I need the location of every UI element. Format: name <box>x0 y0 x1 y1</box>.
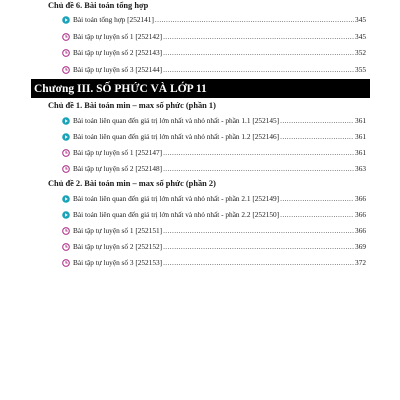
toc-entry[interactable] <box>62 47 366 58</box>
play-circle-icon <box>62 211 70 219</box>
entry-page: 361 <box>355 148 366 157</box>
toc-entry[interactable] <box>62 241 366 252</box>
toc-entry[interactable] <box>62 115 366 126</box>
entry-page: 361 <box>355 116 366 125</box>
entry-page: 366 <box>355 226 366 235</box>
entry-label: Bài tập tự luyện số 1 [252151] <box>73 226 163 235</box>
dot-leader <box>163 48 354 57</box>
dot-leader <box>163 164 354 173</box>
toc-entry[interactable] <box>62 14 366 25</box>
topic-heading: Chủ đề 6. Bài toán tổng hợp <box>48 1 149 10</box>
toc-entry[interactable] <box>62 193 366 204</box>
entry-page: 352 <box>355 48 366 57</box>
entry-page: 369 <box>355 242 366 251</box>
toc-entry[interactable] <box>62 131 366 142</box>
entry-label: Bài tập tự luyện số 1 [252142] <box>73 32 163 41</box>
toc-entry[interactable] <box>62 257 366 268</box>
entry-page: 345 <box>355 32 366 41</box>
toc-entry[interactable] <box>62 225 366 236</box>
entry-label: Bài tập tự luyện số 1 [252147] <box>73 148 163 157</box>
topic-heading: Chủ đề 1. Bài toán min – max số phức (phần 1) <box>48 101 216 110</box>
clock-icon <box>62 259 70 267</box>
clock-icon <box>62 165 70 173</box>
play-circle-icon <box>62 133 70 141</box>
entry-label: Bài toán liên quan đến giá trị lớn nhất và nhỏ nhất - phần 2.2 [252150] <box>73 210 280 219</box>
clock-icon <box>62 66 70 74</box>
entry-page: 366 <box>355 210 366 219</box>
entry-page: 345 <box>355 15 366 24</box>
dot-leader <box>155 15 354 24</box>
clock-icon <box>62 33 70 41</box>
entry-page: 361 <box>355 132 366 141</box>
entry-label: Bài tập tự luyện số 2 [252152] <box>73 242 163 251</box>
entry-page: 355 <box>355 65 366 74</box>
entry-label: Bài toán liên quan đến giá trị lớn nhất và nhỏ nhất - phần 2.1 [252149] <box>73 194 280 203</box>
entry-label: Bài tập tự luyện số 3 [252153] <box>73 258 163 267</box>
entry-label: Bài toán tổng hợp [252141] <box>73 15 154 24</box>
clock-icon <box>62 243 70 251</box>
entry-page: 372 <box>355 258 366 267</box>
dot-leader <box>163 32 354 41</box>
dot-leader <box>163 258 354 267</box>
topic-heading: Chủ đề 2. Bài toán min – max số phức (phần 2) <box>48 179 216 188</box>
chapter-heading: Chương III. SỐ PHỨC VÀ LỚP 11 <box>31 79 370 98</box>
entry-label: Bài tập tự luyện số 2 [252148] <box>73 164 163 173</box>
toc-entry[interactable] <box>62 64 366 75</box>
dot-leader <box>163 242 354 251</box>
toc-entry[interactable] <box>62 147 366 158</box>
dot-leader <box>280 116 354 125</box>
entry-page: 363 <box>355 164 366 173</box>
entry-label: Bài toán liên quan đến giá trị lớn nhất và nhỏ nhất - phần 1.1 [252145] <box>73 116 280 125</box>
dot-leader <box>163 226 354 235</box>
toc-entry[interactable] <box>62 209 366 220</box>
play-circle-icon <box>62 195 70 203</box>
play-circle-icon <box>62 117 70 125</box>
toc-entry[interactable] <box>62 31 366 42</box>
clock-icon <box>62 49 70 57</box>
dot-leader <box>280 210 354 219</box>
dot-leader <box>163 65 354 74</box>
entry-label: Bài tập tự luyện số 3 [252144] <box>73 65 163 74</box>
entry-label: Bài tập tự luyện số 2 [252143] <box>73 48 163 57</box>
dot-leader <box>280 194 354 203</box>
play-circle-icon <box>62 16 70 24</box>
toc-entry[interactable] <box>62 163 366 174</box>
entry-page: 366 <box>355 194 366 203</box>
dot-leader <box>280 132 354 141</box>
entry-label: Bài toán liên quan đến giá trị lớn nhất và nhỏ nhất - phần 1.2 [252146] <box>73 132 280 141</box>
dot-leader <box>163 148 354 157</box>
clock-icon <box>62 227 70 235</box>
clock-icon <box>62 149 70 157</box>
